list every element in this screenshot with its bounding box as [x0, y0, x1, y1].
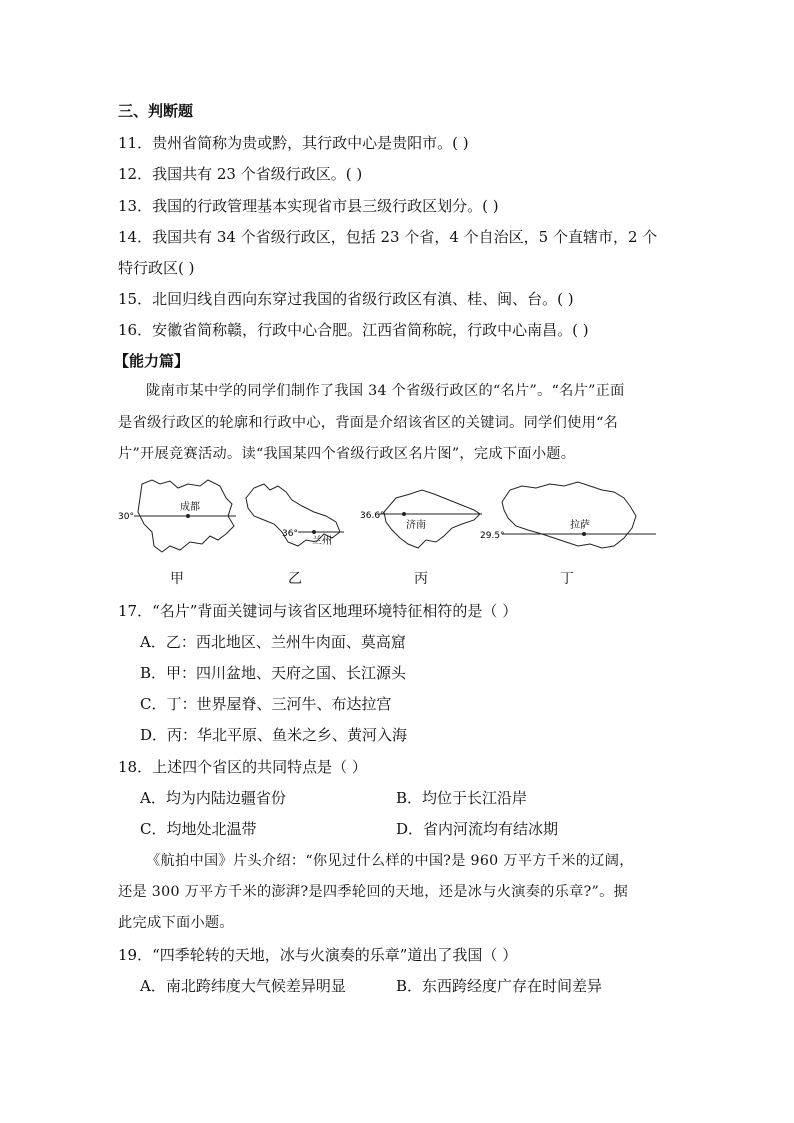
city-label-ding: 拉萨	[570, 520, 590, 531]
q18-option-b: B．均位于长江沿岸	[396, 789, 528, 807]
question-16: 16．安徽省简称赣，行政中心合肥。江西省简称皖，行政中心南昌。( )	[118, 321, 589, 339]
city-dot-bing	[402, 512, 406, 516]
q19-option-a: A．南北跨纬度大气候差异明显	[140, 977, 346, 995]
documentary-intro-line2: 还是 300 万平方千米的澎湃?是四季轮回的天地，还是冰与火演奏的乐章?”。据	[118, 884, 629, 900]
province-maps-svg	[118, 476, 678, 586]
q18-option-d: D．省内河流均有结冰期	[396, 820, 559, 838]
caption-yi: 乙	[288, 571, 302, 587]
ability-intro-line3: 片”开展竞赛活动。读“我国某四个省级行政区名片图”，完成下面小题。	[118, 446, 576, 462]
city-dot-jia	[186, 514, 190, 518]
question-13: 13．我国的行政管理基本实现省市县三级行政区划分。( )	[118, 197, 499, 215]
documentary-intro-line3: 此完成下面小题。	[118, 915, 234, 931]
province-outline-ding	[502, 482, 636, 548]
question-14-line2: 特行政区( )	[118, 259, 195, 277]
question-12: 12．我国共有 23 个省级行政区。( )	[118, 165, 363, 183]
caption-ding: 丁	[560, 571, 574, 587]
latitude-label-ding: 29.5°	[480, 531, 505, 541]
latitude-label-jia: 30°	[118, 512, 134, 522]
q19-option-b: B．东西跨经度广存在时间差异	[396, 977, 603, 995]
caption-jia: 甲	[170, 571, 184, 587]
question-17-stem: 17．“名片”背面关键词与该省区地理环境特征相符的是（ ）	[118, 602, 518, 620]
city-label-jia: 成都	[180, 502, 200, 513]
city-dot-yi	[312, 530, 316, 534]
latitude-label-yi: 36°	[282, 529, 298, 539]
map-yi	[246, 484, 344, 547]
q17-option-d: D．丙：华北平原、鱼米之乡、黄河入海	[140, 726, 408, 744]
map-bing	[360, 490, 482, 548]
section-three-title: 三、判断题	[118, 102, 194, 120]
caption-bing: 丙	[414, 571, 428, 587]
city-label-bing: 济南	[406, 520, 426, 531]
map-ding	[480, 482, 656, 548]
ability-intro-line2: 是省级行政区的轮廓和行政中心，背面是介绍该省区的关键词。同学们使用“名	[118, 415, 619, 431]
ability-intro-line1: 陇南市某中学的同学们制作了我国 34 个省级行政区的“名片”。“名片”正面	[146, 383, 625, 399]
map-jia	[118, 480, 236, 552]
city-dot-ding	[582, 532, 586, 536]
q17-option-a: A．乙：西北地区、兰州牛肉面、莫高窟	[140, 633, 406, 651]
q18-option-c: C．均地处北温带	[140, 820, 257, 838]
question-18-stem: 18．上述四个省区的共同特点是（ ）	[118, 758, 367, 776]
question-11: 11．贵州省简称为贵或黔，其行政中心是贵阳市。( )	[118, 134, 469, 152]
city-label-yi: 兰州	[312, 536, 332, 547]
documentary-intro-line1: 《航拍中国》片头介绍：“你见过什么样的中国?是 960 万平方千米的辽阔，	[146, 853, 634, 869]
latitude-label-bing: 36.6°	[360, 511, 385, 521]
question-14-line1: 14．我国共有 34 个省级行政区，包括 23 个省，4 个自治区，5 个直辖市，2 个	[118, 228, 658, 246]
question-15: 15．北回归线自西向东穿过我国的省级行政区有滇、桂、闽、台。( )	[118, 290, 574, 308]
q17-option-c: C．丁：世界屋脊、三河牛、布达拉宫	[140, 695, 392, 713]
province-outline-bing	[384, 490, 480, 548]
question-19-stem: 19．“四季轮转的天地，冰与火演奏的乐章”道出了我国（ ）	[118, 946, 518, 964]
q18-option-a: A．均为内陆边疆省份	[140, 789, 286, 807]
q17-option-b: B．甲：四川盆地、天府之国、长江源头	[140, 664, 407, 682]
ability-section-title: 【能力篇】	[114, 352, 190, 370]
province-cards-figure	[118, 476, 678, 586]
